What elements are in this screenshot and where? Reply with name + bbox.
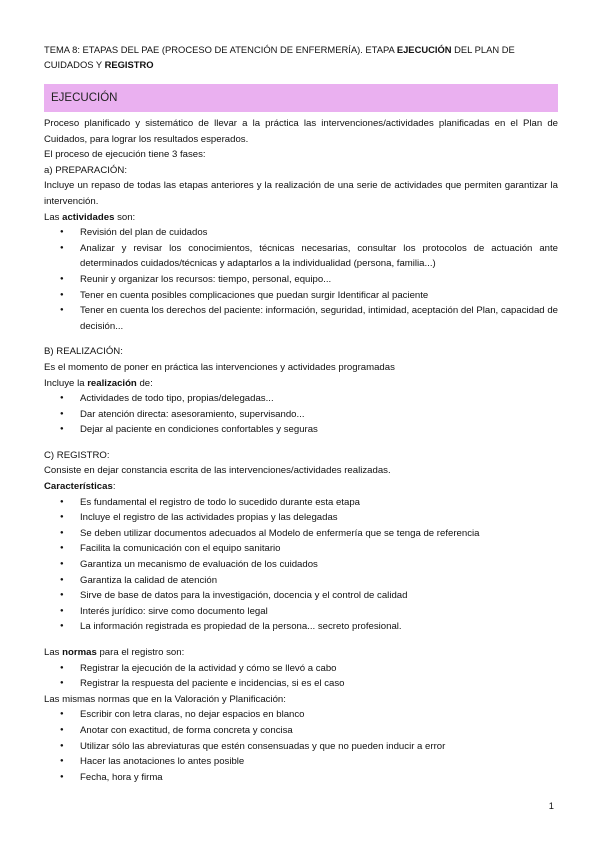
section-heading-band: EJECUCIÓN <box>44 84 558 112</box>
list-item: ● Revisión del plan de cuidados <box>44 225 558 241</box>
list-item: ● Hacer las anotaciones lo antes posible <box>44 754 558 770</box>
document-page <box>44 42 558 785</box>
norms-lead: Las normas para el registro son: <box>44 647 185 658</box>
norms-list <box>44 661 558 692</box>
list-item: ● Analizar y revisar los conocimientos, técnicas necesarias, consultar los protocolos de actuación ante determinados cuidados/técnicas y adaptarlos a la individualidad (persona, familia...) <box>44 241 558 272</box>
list-item: ● Escribir con letra claras, no dejar espacios en blanco <box>44 707 558 723</box>
prep-heading: a) PREPARACIÓN: <box>44 164 127 176</box>
list-item: ● Incluye el registro de las actividades propias y las delegadas <box>44 510 558 526</box>
prep-lead: Las actividades son: <box>44 211 136 223</box>
reg-lead: Características: <box>44 481 116 493</box>
norms-list-2 <box>44 707 558 785</box>
list-item: ● Actividades de todo tipo, propias/delegadas... <box>44 391 558 407</box>
list-item: ● Se deben utilizar documentos adecuados al Modelo de enfermería que se tenga de referencia <box>44 526 558 542</box>
reg-list <box>44 495 558 635</box>
reg-heading: C) REGISTRO: <box>44 449 110 461</box>
prep-paragraph: Incluye un repaso de todas las etapas anteriores y la realización de una serie de actividades que permiten garantizar la intervención. <box>44 180 558 207</box>
list-item: ● Reunir y organizar los recursos: tiempo, personal, equipo... <box>44 272 558 288</box>
list-item: ● Tener en cuenta posibles complicaciones que puedan surgir Identificar al paciente <box>44 288 558 304</box>
list-item: ● Tener en cuenta los derechos del paciente: información, seguridad, intimidad, aceptación del Plan, capacidad de decisión... <box>44 303 558 334</box>
phases-line: El proceso de ejecución tiene 3 fases: <box>44 149 206 161</box>
reg-paragraph: Consiste en dejar constancia escrita de las intervenciones/actividades realizadas. <box>44 465 391 477</box>
real-list <box>44 391 558 438</box>
list-item: ● Dejar al paciente en condiciones confortables y seguras <box>44 422 558 438</box>
list-item: ● Registrar la ejecución de la actividad y cómo se llevó a cabo <box>44 661 558 677</box>
title-bold-ejecucion: EJECUCIÓN <box>396 44 452 55</box>
list-item: ● Utilizar sólo las abreviaturas que estén consensuadas y que no pueden inducir a error <box>44 739 558 755</box>
list-item: ● Es fundamental el registro de todo lo sucedido durante esta etapa <box>44 495 558 511</box>
list-item: ● Garantiza un mecanismo de evaluación de los cuidados <box>44 557 558 573</box>
list-item: ● Anotar con exactitud, de forma concreta y concisa <box>44 723 558 739</box>
list-item: ● Sirve de base de datos para la investigación, docencia y el control de calidad <box>44 588 558 604</box>
list-item: ● Interés jurídico: sirve como documento legal <box>44 604 558 620</box>
list-item: ● Garantiza la calidad de atención <box>44 573 558 589</box>
prep-list <box>44 225 558 334</box>
list-item: ● Registrar la respuesta del paciente e incidencias, si es el caso <box>44 676 558 692</box>
real-heading: B) REALIZACIÓN: <box>44 346 123 358</box>
list-item: ● Dar atención directa: asesoramiento, supervisando... <box>44 407 558 423</box>
page-number: 1 <box>548 800 554 811</box>
real-lead: Incluye la realización de: <box>44 377 153 389</box>
list-item: ● La información registrada es propiedad de la persona... secreto profesional. <box>44 619 558 635</box>
list-item: ● Fecha, hora y firma <box>44 770 558 786</box>
title-bold-registro: REGISTRO <box>104 59 154 70</box>
norms-lead-2: Las mismas normas que en la Valoración y Planificación: <box>44 693 286 705</box>
intro-paragraph: Proceso planificado y sistemático de llevar a la práctica las intervenciones/actividades planificadas en el Plan de Cuidados, para lograr los resultados esperados. <box>44 118 558 145</box>
document-title: TEMA 8: ETAPAS DEL PAE (PROCESO DE ATENCIÓN DE ENFERMERÍA). ETAPA EJECUCIÓN DEL PLAN DE CUIDADOS Y REGISTRO <box>44 44 515 70</box>
real-paragraph: Es el momento de poner en práctica las intervenciones y actividades programadas <box>44 361 395 373</box>
list-item: ● Facilita la comunicación con el equipo sanitario <box>44 541 558 557</box>
